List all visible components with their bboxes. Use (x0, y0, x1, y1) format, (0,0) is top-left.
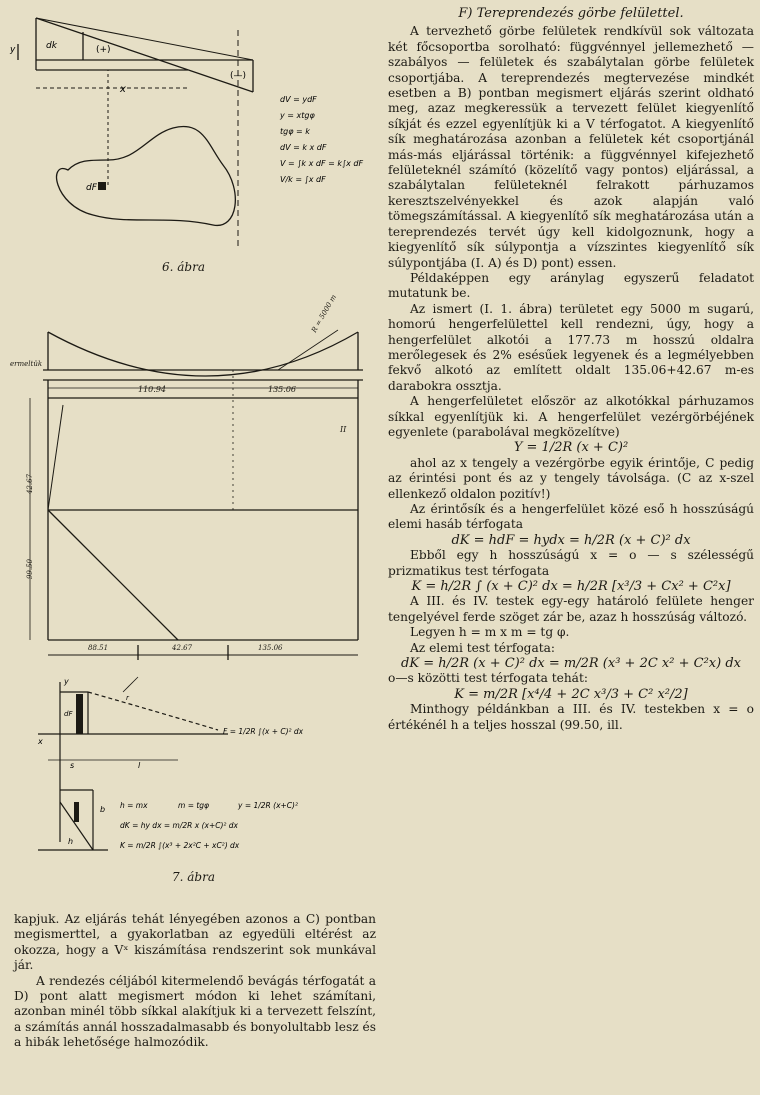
mid-b3: 135.06 (258, 644, 283, 652)
equation-1: Y = 1/2R (x + C)² (513, 440, 629, 456)
fig7-formula-F: F = 1/2R ∫(x + C)² dx (223, 727, 304, 736)
figure-cylinder-plan (8, 310, 378, 660)
paragraph-3: Az ismert (I. 1. ábra) területet egy 5000 m sugarú, homorú hengerfelülettel kell rendezni, úgy, hogy a hengerfelület alkotói a 177.73 m hosszú oldalra merőlegesek és 2% esésűek legyenek és a legmélyebben fekvő alkotó az említett oldalt 135.06+42.67 m-es darabokra ossztja. (388, 301, 754, 393)
section-heading: F) Tereprendezés görbe felülettel. (458, 6, 684, 21)
fig6-formula-3: tgφ = k (280, 127, 310, 136)
figure-6-caption: 6. ábra (162, 260, 205, 274)
right-column (388, 6, 754, 733)
paragraph-10: Az elemi test térfogata: (410, 640, 556, 655)
mid-b1: 88.51 (88, 644, 109, 652)
fig7-x-label: x (38, 737, 43, 746)
fig7-l-label: l (138, 761, 141, 770)
mid-dim1: 110.94 (138, 385, 166, 394)
mid-side2: 99.50 (26, 558, 35, 580)
fig7-df-label: dF (64, 710, 73, 718)
left-paragraph-2: A rendezés céljából kitermelendő bevágás térfogatát a D) pont alatt megismert módon ki lehet számítani, azonban minél több síkkal alakítjuk ki a tervezett felszínt, a számítás annál hosszadalmasabb és bonyolultabb lesz és a hibák lehetősége halmozódik. (14, 973, 376, 1050)
fig7-r-label: r (126, 694, 129, 702)
mid-side1: 42.67 (26, 473, 35, 495)
paragraph-11: o—s közötti test térfogata tehát: (388, 671, 588, 686)
fig6-formula-5: V = ∫k x dF = k∫x dF (280, 159, 364, 168)
fig6-plus-label: (+) (96, 45, 111, 55)
figure-6 (8, 10, 378, 275)
paragraph-2: Példaképpen egy aránylag egyszerű feladatot mutatunk be. (388, 270, 754, 301)
equation-2: dK = hdF = hydx = h/2R (x + C)² dx (451, 532, 691, 548)
paragraph-5: ahol az x tengely a vezérgörbe egyik érintője, C pedig az érintési pont és az y tengely távolsága. (C az x-szel ellenkező oldalon pozitív!) (388, 455, 754, 501)
paragraph-1: A tervezhető görbe felületek rendkívül sok változata két főcsoportba sorolható: függvénnyel jellemezhető — szabályos — felületek és szabálytalan görbe felületek csoportjába. A tereprendezés megtervezése mindkét esetben a B) pontban megismert eljárás szerint oldható meg, azaz megkeressük a tervezett felület kiegyenlítő síkját és ezzel egyenlítjük ki a V térfogatot. A kiegyenlítő sík meghatározása azonban a felületek két csoportjánál más-más eljárással történik: a függvénnyel kifejezhető felületeknél számító (közelítő vagy pontos) eljárással, a szabálytalan felületeknél felrakott párhuzamos keresztszelvényekkel és azok alapján való tömegszámítással. A kiegyenlítő sík meghatározása után a tereprendezés tervét úgy kell kidolgoznunk, hogy a kiegyenlítő sík súlypontja a vízszintes kiegyenlítő sík súlypontjába (I. A) és D) pont) essen. (388, 24, 754, 270)
fig6-df-label: dF (86, 183, 97, 193)
fig7-b-label: b (100, 805, 106, 814)
mid-label-top-left: ermeltük (10, 360, 43, 368)
equation-3: K = h/2R ∫ (x + C)² dx = h/2R [x³/3 + Cx² + C²x] (411, 579, 731, 595)
fig6-dk-label: dk (46, 41, 57, 51)
left-bottom-text (14, 912, 376, 1051)
fig6-formula-4: dV = k x dF (280, 143, 327, 152)
fig7-formula-m: m = tgφ (178, 801, 210, 810)
paragraph-7: Ebből egy h hosszúságú x = o — s szélességű prizmatikus test térfogata (388, 548, 754, 578)
paragraph-9: Legyen h = m x m = tg φ. (410, 625, 570, 640)
left-paragraph-1: kapjuk. Az eljárás tehát lényegében azonos a C) pontban megismerttel, a gyakorlatban az egyedüli eltérést az okozza, hogy a Vˣ kiszámítása rendszerint sok munkával jár. (14, 912, 376, 973)
equation-5: K = m/2R [x⁴/4 + 2C x³/3 + C² x²/2] (454, 686, 688, 702)
fig7-s-label: s (70, 761, 75, 770)
fig6-formula-1: dV = ydF (280, 95, 317, 104)
equation-4: dK = h/2R (x + C)² dx = m/2R (x³ + 2C x² + C²x) dx (401, 656, 741, 672)
fig6-minus-label: (—) (230, 71, 247, 81)
mid-b2: 42.67 (172, 644, 193, 652)
paragraph-4: A hengerfelületet először az alkotókkal párhuzamos síkkal egyenlítjük ki. A hengerfelület vezérgörbéjének egyenlete (parabolával megközelítve) (388, 394, 754, 439)
mid-p-label: II (340, 425, 347, 434)
paragraph-8: A III. és IV. testek egy-egy határoló felülete henger tengelyével ferde szöget zár be, azaz h hosszúság változó. (388, 594, 754, 624)
fig6-x-label: x (120, 84, 126, 95)
fig7-formula-y: y = 1/2R (x+C)² (238, 801, 298, 810)
fig6-formula-6: V/k = ∫x dF (280, 175, 326, 184)
paragraph-12: Minthogy példánkban a III. és IV. testekben x = o értékénél h a teljes hosszal (99.50, ill. (388, 702, 754, 732)
fig7-h-label: h (68, 837, 74, 846)
fig6-formula-2: y = xtgφ (280, 111, 315, 120)
figure-7 (8, 672, 378, 872)
fig7-formula-dK: dK = hy dx = m/2R x (x+C)² dx (120, 821, 238, 830)
figure-7-caption: 7. ábra (172, 870, 215, 884)
fig7-y-label: y (64, 677, 69, 686)
mid-radius: R = 5000 m (310, 293, 339, 334)
mid-dim2: 135.06 (268, 385, 296, 394)
fig7-formula-K: K = m/2R ∫(x³ + 2x²C + xC²) dx (120, 841, 240, 850)
fig7-formula-h: h = mx (120, 801, 148, 810)
paragraph-6: Az érintősík és a hengerfelület közé eső h hosszúságú elemi hasáb térfogata (388, 502, 754, 532)
fig6-y-label: y (10, 45, 16, 55)
